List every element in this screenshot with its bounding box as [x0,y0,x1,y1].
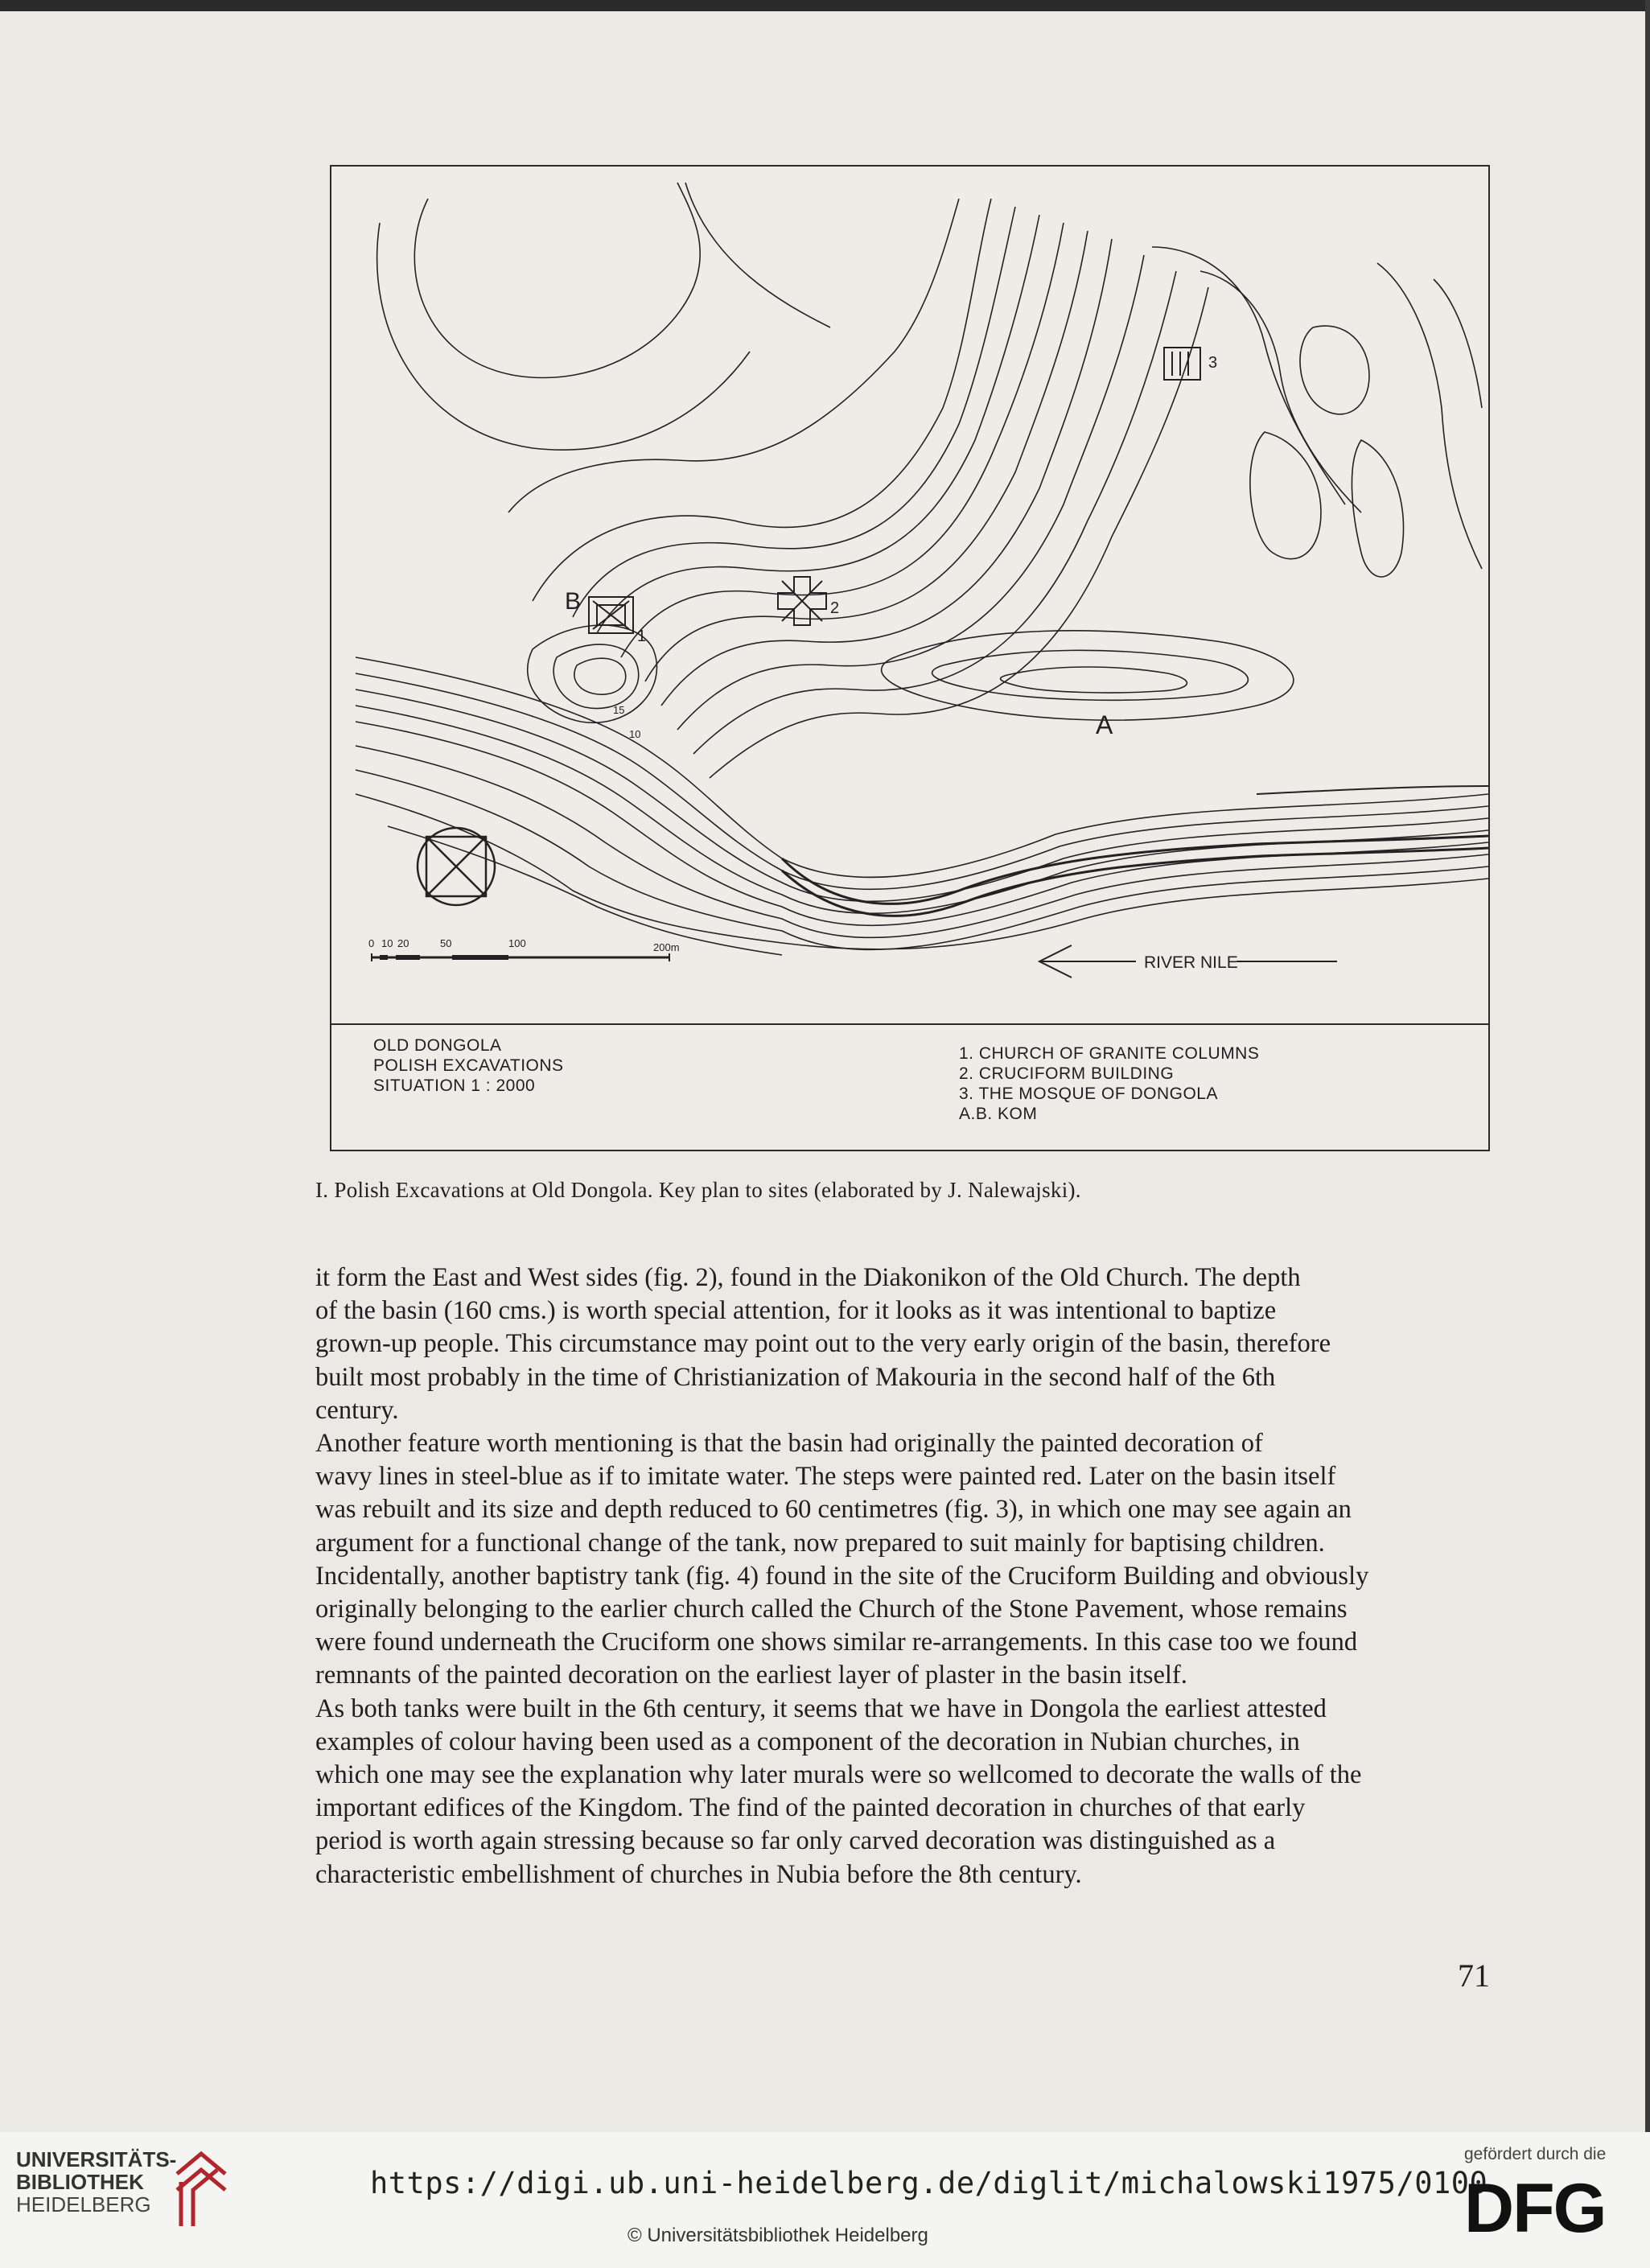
scale-tick-label: 200m [653,941,680,953]
legend-title-line: OLD DONGOLA [373,1036,502,1055]
scale-tick-label: 20 [397,937,409,949]
contour-label: 15 [613,704,625,716]
text-line: which one may see the explanation why later murals were so wellcomed to decorate the walls of the [315,1760,1362,1790]
text-line: important edifices of the Kingdom. The find of the painted decoration in churches of that early [315,1793,1306,1823]
legend-title-block [373,1035,564,1096]
scale-bar [372,953,669,961]
text-line: were found underneath the Cruciform one shows similar re-arrangements. In this case too we found [315,1628,1358,1657]
text-line: grown-up people. This circumstance may point out to the very early origin of the basin, therefore [315,1329,1331,1359]
text-line: wavy lines in steel-blue as if to imitate water. The steps were painted red. Later on the basin itself [315,1462,1336,1492]
legend-key-block [959,1043,1259,1124]
legend-title-line: SITUATION 1 : 2000 [373,1076,536,1095]
site-2-label: 2 [830,599,840,617]
scale-tick-label: 100 [508,937,526,949]
scale-tick-label: 0 [368,937,375,949]
site-3-label: 3 [1208,354,1218,372]
mosque-of-dongola-plan [1164,348,1200,380]
page-number: 71 [1458,1957,1490,1994]
text-line: As both tanks were built in the 6th century, it seems that we have in Dongola the earliest attested [315,1694,1327,1723]
library-name-line: UNIVERSITÄTS- [16,2147,177,2171]
library-name-line: HEIDELBERG [16,2192,151,2217]
cruciform-building-plan [778,577,826,625]
library-logo-icon [173,2150,229,2230]
river-nile-label: RIVER NILE [1144,953,1238,972]
site-b-label: B [565,588,582,615]
library-name [16,2148,176,2216]
scale-tick-label: 50 [440,937,452,949]
scan-right-edge [1645,0,1650,2132]
scan-top-edge [0,0,1650,11]
dfg-logo [1464,2174,1625,2240]
text-line: examples of colour having been used as a component of the decoration in Nubian churches, in [315,1727,1300,1756]
text-line: of the basin (160 cms.) is worth special attention, for it looks as it was intentional to baptize [315,1296,1277,1326]
text-line: Incidentally, another baptistry tank (fig. 4) found in the site of the Cruciform Building and obviously [315,1561,1369,1591]
text-line: originally belonging to the earlier church called the Church of the Stone Pavement, whose remains [315,1595,1348,1624]
legend-divider [331,1023,1488,1025]
legend-title-line: POLISH EXCAVATIONS [373,1056,564,1075]
text-line: it form the East and West sides (fig. 2), found in the Diakonikon of the Old Church. The depth [315,1263,1301,1292]
north-arrow-icon [418,828,495,905]
scale-tick-label: 10 [381,937,393,949]
key-plan-figure [330,165,1490,1151]
legend-key-item: 2. CRUCIFORM BUILDING [959,1064,1175,1083]
text-line: period is worth again stressing because so far only carved decoration was distinguished as a [315,1826,1276,1856]
church-granite-columns-plan [589,597,633,633]
site-1-label: 1 [637,628,647,645]
text-line: argument for a functional change of the tank, now prepared to suit mainly for baptising children. [315,1528,1325,1558]
text-line: characteristic embellishment of churches in Nubia before the 8th century. [315,1859,1082,1889]
text-line: century. [315,1395,399,1425]
permalink-url[interactable]: https://digi.ub.uni-heidelberg.de/diglit/michalowski1975/0100 [370,2166,1488,2200]
legend-key-item: A.B. KOM [959,1105,1038,1123]
figure-caption: I. Polish Excavations at Old Dongola. Key plan to sites (elaborated by J. Nalewajski). [315,1178,1081,1202]
contour-map [331,167,1488,1150]
library-name-line: BIBLIOTHEK [16,2170,144,2194]
body-text [315,1262,1506,1891]
copyright-notice: © Universitätsbibliothek Heidelberg [627,2225,928,2246]
legend-key-item: 1. CHURCH OF GRANITE COLUMNS [959,1044,1260,1063]
contour-label: 10 [629,728,641,740]
digitization-footer [0,2132,1650,2268]
legend-key-item: 3. THE MOSQUE OF DONGOLA [959,1085,1218,1103]
funded-by-label: gefördert durch die [1464,2145,1607,2163]
site-a-label: A [1096,710,1113,739]
text-line: was rebuilt and its size and depth reduced to 60 centimetres (fig. 3), in which one may see again an [315,1495,1352,1525]
dfg-logo-text: DFG [1464,2174,1606,2240]
text-line: built most probably in the time of Christianization of Makouria in the second half of the 6th [315,1362,1276,1392]
text-line: remnants of the painted decoration on the earliest layer of plaster in the basin itself. [315,1661,1187,1690]
text-line: Another feature worth mentioning is that the basin had originally the painted decoration of [315,1429,1263,1459]
